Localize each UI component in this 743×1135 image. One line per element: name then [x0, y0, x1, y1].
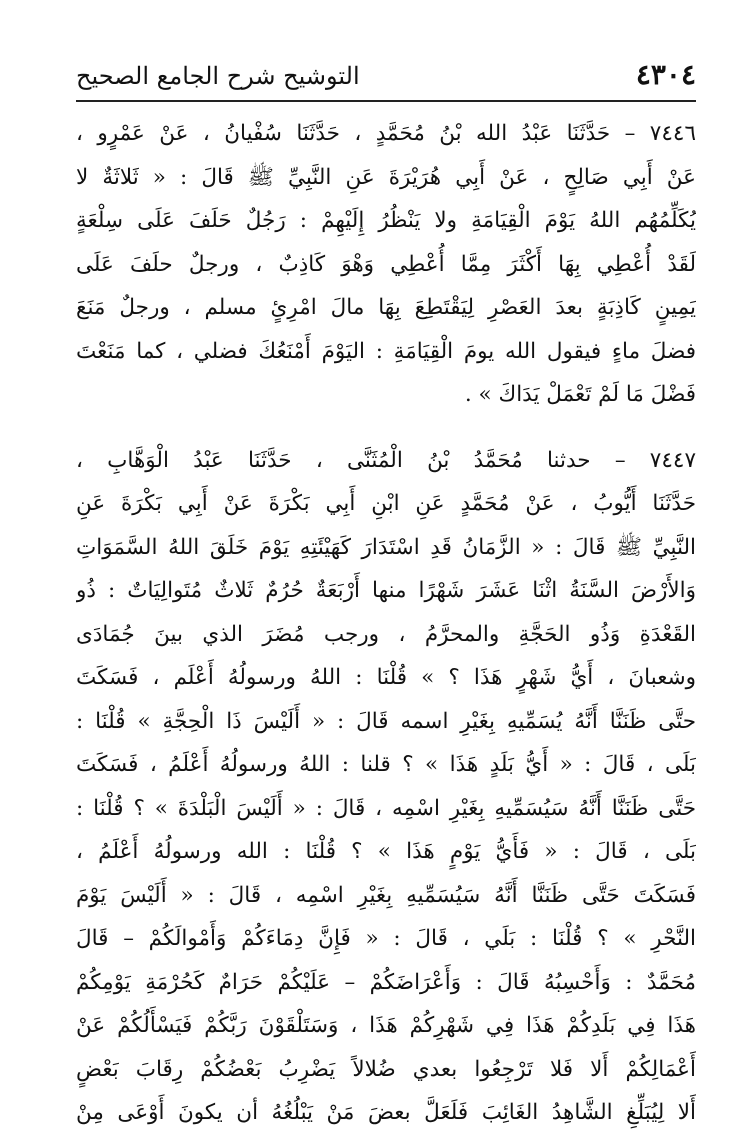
text-line: حَتَّى ظَنَنَّا أَنَّهُ سَيُسَمِّيهِ بِغَيْرِ اسْمِه ، قَالَ : « أَلَيْسَ الْبَلْدَةَ » ؟ قُلْنَا :: [76, 795, 696, 821]
text-line: النَّحْرِ » ؟ قُلْنَا : بَلَي ، قَالَ : « فَإِنَّ دِمَاءَكُمْ وَأَمْوالَكُمْ – قَالَ: [76, 926, 696, 951]
text-line: أَلا لِيُبَلِّغِ الشَّاهِدُ الغَائِبَ فَلَعَلَّ بعضَ مَنْ يَبْلُغُهُ أن يكونَ أَوْعَى مِنْ: [76, 1100, 696, 1125]
hadith-7446: [76, 112, 696, 417]
text-line: فَسَكَتَ حَتَّى ظَنَنَّا أَنَّهُ سَيُسَمِّيهِ بِغَيْرِ اسْمِه ، قَالَ : « أَلَيْسَ يَوْمَ: [76, 882, 696, 908]
page-number: ٤٣٠٤: [635, 58, 696, 91]
text-line: لَقَدْ أُعْطِي بِهَا أَكْثَرَ مِمَّا أُعْطِي وَهْوَ كَاذِبٌ ، ورجلٌ حلَفَ عَلَى: [76, 251, 696, 277]
text-line: يُكَلِّمُهُم اللهُ يَوْمَ الْقِيَامَةِ ولا يَنْظُرُ إِلَيْهِمْ : رَجُلٌ حَلَفَ عَلَى سِلْعَةٍ: [76, 208, 696, 233]
text-line: بَلَى ، قَالَ : « أَيُّ بَلَدٍ هَذَا » ؟ قلنا : اللهُ ورسولُهُ أَعْلَمُ ، فَسَكَتَ: [76, 752, 696, 777]
text-line: أَعْمَالِكُمْ أَلا فَلا تَرْجِعُوا بعدي ضُلالاً يَضْرِبُ بَعْضُكُمْ رِقَابَ بَعْضٍ: [76, 1056, 696, 1082]
running-title: التوشيح شرح الجامع الصحيح: [76, 62, 360, 90]
text-line: يَمِينٍ كَاذِبَةٍ بعدَ العَصْرِ لِيَقْتَطِعَ بِهَا مالَ امْرِئٍ مسلم ، ورجلٌ مَنَعَ: [76, 295, 696, 320]
text-line: ٧٤٤٧ – حدثنا مُحَمَّدُ بْنُ الْمُثَنَّى ، حَدَّثَنَا عَبْدُ الْوَهَّابِ ،: [76, 447, 696, 473]
text-line: بَلَى ، قَالَ : « فَأَيُّ يَوْمٍ هَذَا » ؟ قُلْنَا : الله ورسولُهُ أَعْلَمُ ،: [76, 839, 696, 864]
paragraph-gap: [76, 417, 696, 439]
text-line: مُحَمَّدٌ : وَأَحْسِبُهُ قَالَ : وَأَعْرَاضَكُمْ – عَلَيْكُمْ حَرَامٌ كَحُرْمَةِ يَوْمِكُمْ: [76, 969, 696, 995]
hadith-7447: [76, 439, 696, 1135]
text-line: فَضْلَ مَا لَمْ تَعْمَلْ يَدَاكَ » .: [464, 382, 696, 407]
text-line: القَعْدَةِ وَذُو الحَجَّةِ والمحرَّمُ ، ورجب مُضَرَ الذي بينَ جُمَادَى: [76, 621, 696, 647]
text-line: وشعبانَ ، أَيُّ شَهْرٍ هَذَا ؟ » قُلْنَا : اللهُ ورسولُهُ أَعْلَم ، فَسَكَتَ: [76, 665, 696, 690]
hadith-text: [76, 112, 696, 1135]
text-line: وَالأَرْضَ السَّنَةُ اثْنَا عَشَرَ شَهْرًا منها أَرْبَعَةٌ حُرُمٌ ثَلاثٌ مُتَوالِيَاتٌ : ذُو: [76, 578, 696, 603]
text-line: حَدَّثَنَا أَيُّوبُ ، عَنْ مُحَمَّدٍ عَنِ ابْنِ أَبِي بَكْرَةَ عَنْ أَبِي بَكْرَةَ عَنِ: [76, 491, 696, 516]
page-header: [76, 56, 696, 102]
text-line: ٧٤٤٦ – حَدَّثَنَا عَبْدُ الله بْنُ مُحَمَّدٍ ، حَدَّثَنَا سُفْيانُ ، عَنْ عَمْرٍو ،: [76, 121, 696, 146]
text-line: حتَّى ظَنَنَّا أَنَّهُ يُسَمِّيهِ بِغَيْرِ اسمه قَالَ : « أَلَيْسَ ذَا الْحِجَّةِ » قُلْنَا :: [76, 708, 696, 734]
text-line: هَذَا فِي بَلَدِكُمْ هَذَا فِي شَهْرِكُمْ هَذَا ، وَسَتَلْقَوْنَ رَبَّكُمْ فَيَسْأَلُكُمْ عَنْ: [76, 1013, 696, 1038]
text-line: فضلَ ماءٍ فيقول الله يومَ الْقِيَامَةِ : اليَوْمَ أَمْنَعُكَ فضلي ، كما مَنَعْتَ: [76, 338, 696, 364]
text-line: عَنْ أَبِي صَالِحٍ ، عَنْ أَبِي هُرَيْرَةَ عَنِ النَّبِيِّ ﷺ قَالَ : « ثَلاثَةٌ لا: [76, 164, 696, 190]
text-line: النَّبِيِّ ﷺ قَالَ : « الزَّمَانُ قَدِ اسْتَدَارَ كَهَيْئَتِهِ يَوْمَ خَلَقَ اللهُ السَّمَوَاتِ: [76, 534, 696, 560]
